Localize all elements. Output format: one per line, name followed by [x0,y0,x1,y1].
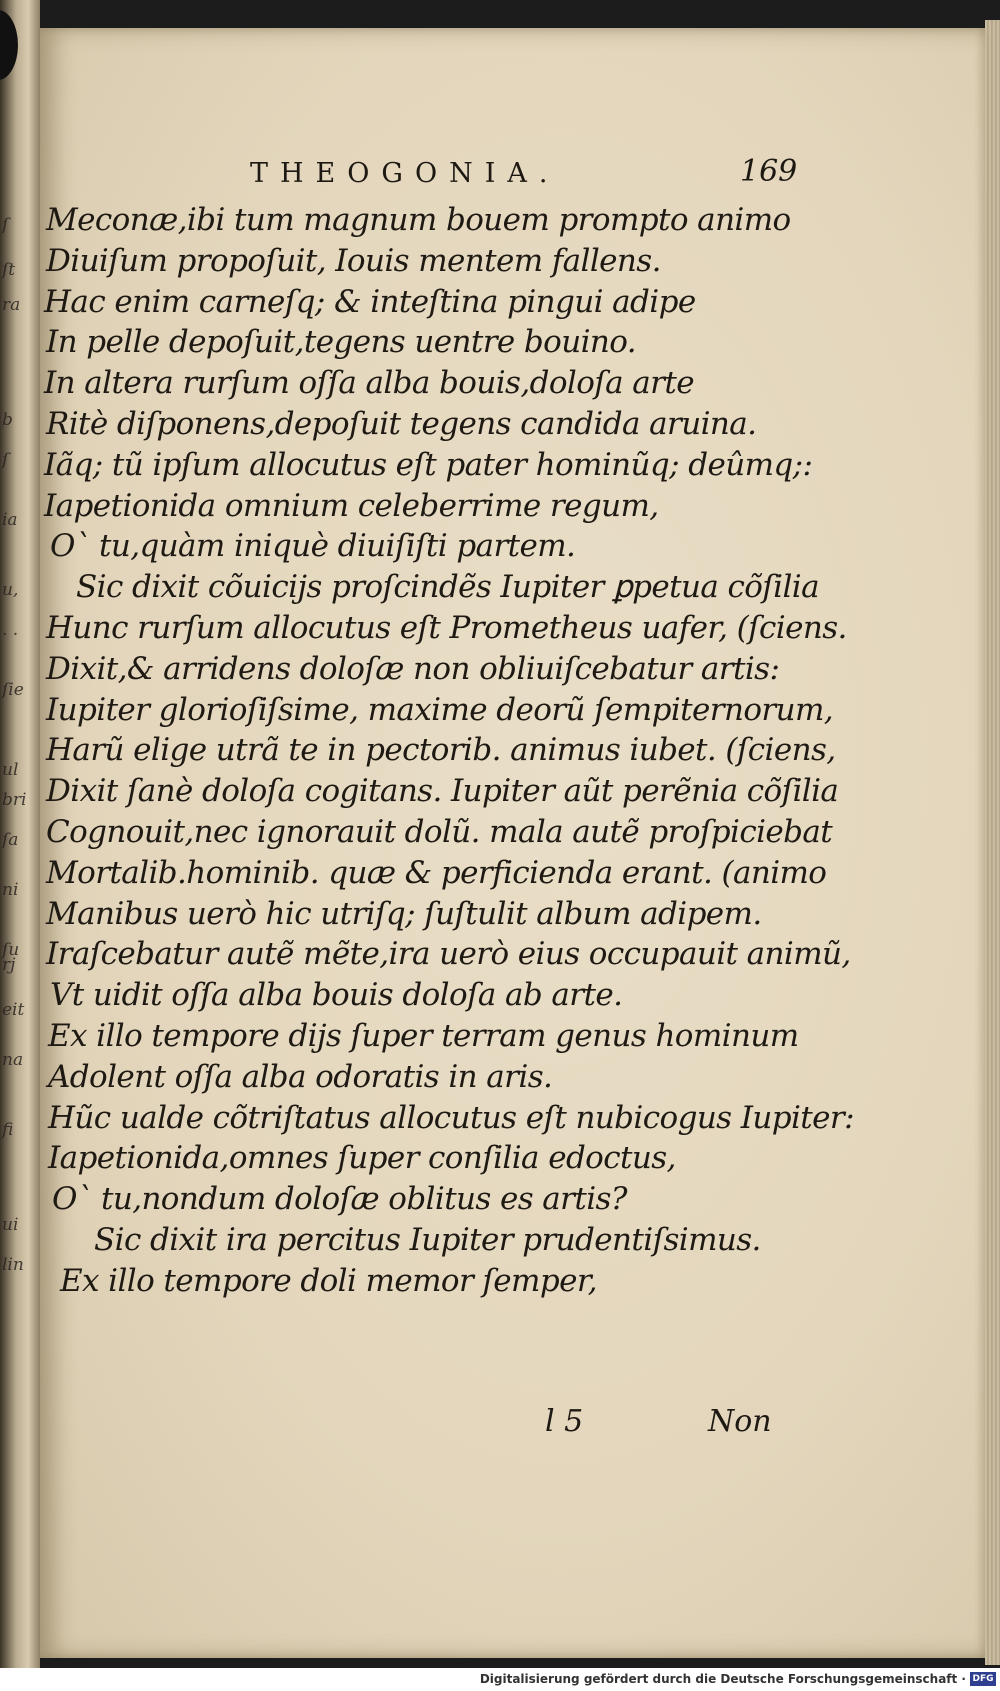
gutter-fragment: ſa [2,830,19,850]
verse-line: Ex illo tempore doli memor ſemper, [60,1262,597,1299]
verse-line: Iraſcebatur autẽ mẽte,ira uerò eius occupauit animũ, [46,936,851,973]
running-head [250,154,810,192]
verse-line: Adolent oſſa alba odoratis in aris. [48,1058,553,1095]
gutter-fragment: . . [2,620,19,640]
verse-line: Vt uidit oſſa alba bouis doloſa ab arte. [50,977,623,1014]
verse-line: Hũc ualde cõtriſtatus allocutus eſt nubicogus Iupiter: [48,1099,854,1136]
verse-line: O` tu,nondum doloſæ oblitus es artis? [52,1181,627,1218]
verse-line: Meconæ,ibi tum magnum bouem prompto animo [46,202,791,238]
gutter-fragment: b [2,410,13,430]
gutter-fragment: ui [2,1215,19,1235]
gutter-fragment: rj [2,955,16,975]
gutter-fragment: na [2,1050,24,1070]
gutter-fragment: ul [2,760,19,780]
gutter-fragment: ſ [2,450,9,470]
running-title: THEOGONIA. [250,158,560,189]
verse-line: Iapetionida omnium celeberrime regum, [44,487,659,524]
book-page [40,28,985,1658]
verse-line: In pelle depoſuit,tegens uentre bouino. [46,324,637,361]
verse-line: O` tu,quàm iniquè diuiſiſti partem. [50,528,576,565]
gutter-fragment: fi [2,1120,14,1140]
verse-line: Iãq; tũ ipſum allocutus eſt pater hominũq; deûmq;: [44,446,813,483]
gutter-fragment: lin [2,1255,24,1275]
dfg-logo: DFG [970,1672,996,1686]
page-fore-edge [985,20,1000,1665]
verse-line: Manibus uerò hic utriſq; ſuſtulit album adipem. [46,895,762,932]
digitization-credit-bar [0,1668,1000,1691]
verse-line: In altera rurſum oſſa alba bouis,doloſa arte [44,365,694,402]
gutter-fragment: ſie [2,680,24,700]
verse-line: Diuiſum propoſuit, Iouis mentem fallens. [46,242,661,279]
verse-line: Ritè diſponens,depoſuit tegens candida aruina. [46,406,757,442]
verse-line: Mortalib.hominib. quæ & perficienda erant. (animo [46,854,827,891]
gutter-fragment: ra [2,295,21,315]
verse-line: Iupiter glorioſiſsime, maxime deorũ ſempiternorum, [46,691,834,728]
signature-mark: l 5 [545,1404,584,1439]
verse-line: Harũ elige utrã te in pectorib. animus iubet. (ſciens, [46,732,836,769]
gutter-fragment: bri [2,790,27,810]
page-number: 169 [740,154,798,189]
gutter-fragment: ſt [2,260,16,280]
verse-line: Iapetionida,omnes ſuper conſilia edoctus, [48,1140,676,1177]
gutter-fragment: ſ [2,215,9,235]
catchword: Non [708,1404,772,1439]
book-gutter [0,0,40,1668]
gutter-fragment: ni [2,880,19,900]
verse-line: Sic dixit ira percitus Iupiter prudentiſsimus. [94,1222,761,1258]
verse-line: Sic dixit cõuicijs proſcindẽs Iupiter ꝑpetua cõſilia [76,569,819,606]
verse-line: Hac enim carneſq; & inteſtina pingui adipe [44,283,696,320]
gutter-fragment: ia [2,510,18,530]
gutter-fragment: ſu [2,940,20,960]
verse-line: Ex illo tempore dijs ſuper terram genus hominum [48,1018,799,1054]
credit-text: Digitalisierung gefördert durch die Deutsche Forschungsgemeinschaft · [479,1672,966,1686]
verse-line: Hunc rurſum allocutus eſt Prometheus uafer, (ſciens. [46,610,847,646]
facing-page-fragments [0,0,40,1668]
gutter-fragment: eit [2,1000,25,1020]
verse-line: Dixit,& arridens doloſæ non obliuiſcebatur artis: [46,650,780,687]
verse-line: Cognouit,nec ignorauit dolũ. mala autẽ proſpiciebat [46,814,833,850]
verse-line: Dixit ſanè doloſa cogitans. Iupiter aũt perẽnia cõſilia [46,773,839,810]
gutter-fragment: u, [2,580,19,600]
page-footer-line [40,1404,985,1448]
